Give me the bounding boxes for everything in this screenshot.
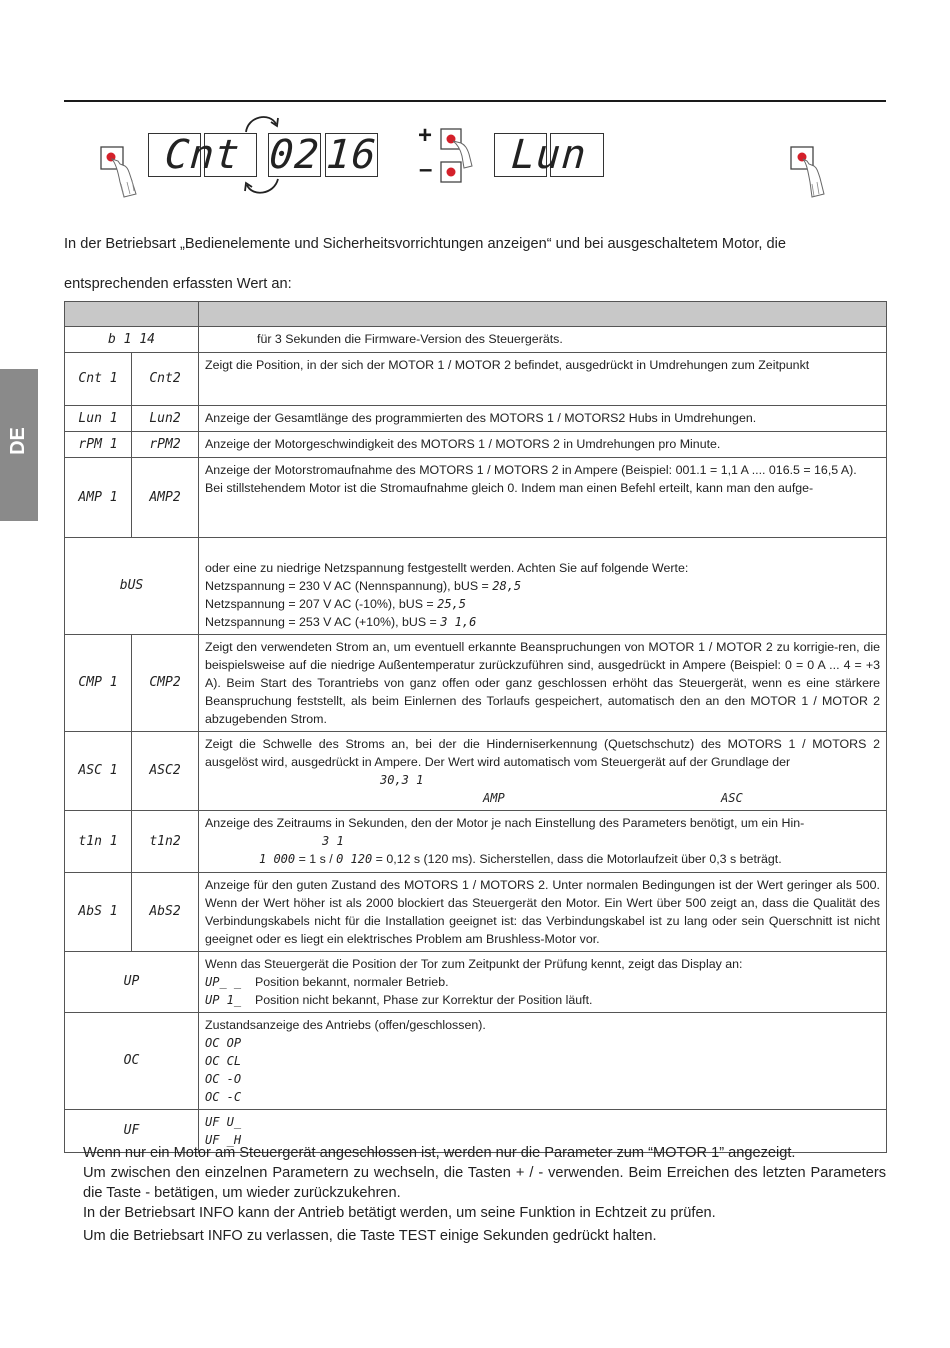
footnotes xyxy=(83,1143,886,1246)
table-row xyxy=(65,952,887,1013)
param-desc-text: = 0,12 s (120 ms). Sicherstellen, dass die Motorlaufzeit über 0,3 s beträgt. xyxy=(372,852,782,866)
lcd-value: ASC xyxy=(721,791,743,805)
footnote: Wenn nur ein Motor am Steuergerät angeschlossen ist, werden nur die Parameter zum “MOTOR 1” angezeigt. xyxy=(83,1145,796,1161)
lcd-value: UP 1_ xyxy=(205,993,242,1007)
param-code: AMP 1 xyxy=(65,458,132,538)
lcd-value: 3 1,6 xyxy=(440,615,477,629)
table-row xyxy=(65,811,887,873)
lcd-display-cnt: Cnt xyxy=(163,132,242,178)
param-desc-line xyxy=(205,991,880,1009)
param-code: b 1 14 xyxy=(65,327,199,353)
param-code: UF xyxy=(65,1110,199,1153)
table-row xyxy=(65,635,887,732)
lcd-value: 3 1 xyxy=(322,834,344,848)
param-desc-line: Bei stillstehendem Motor ist die Stromaufnahme gleich 0. Indem man einen Befehl erteilt, kann man den aufge- xyxy=(205,481,814,495)
param-desc-text: Zeigt die Schwelle des Stroms an, bei der die Hinderniserkennung (Quetschschutz) des MOTORS 1 / MOTORS 2 ausgelöst wird, ausgedrückt in Ampere. Der Wert wird automatisch vom Steuergerät auf der Grundlage der xyxy=(205,737,880,769)
param-code: t1n 1 xyxy=(65,811,132,873)
footnote: Um die Betriebsart INFO zu verlassen, die Taste TEST einige Sekunden gedrückt halten. xyxy=(83,1228,657,1244)
intro-line-1: In der Betriebsart „Bedienelemente und Sicherheitsvorrichtungen anzeigen“ und bei ausgeschaltetem Motor, die xyxy=(64,236,787,252)
table-header-cell xyxy=(65,302,199,327)
param-desc-text: Position bekannt, normaler Betrieb. xyxy=(255,975,449,989)
lcd-value: UF U_ xyxy=(205,1115,242,1129)
table-header-cell xyxy=(199,302,887,327)
param-desc xyxy=(199,458,887,538)
lcd-value: UP_ _ xyxy=(205,975,242,989)
lcd-value: 28,5 xyxy=(492,579,522,593)
param-code: rPM 1 xyxy=(65,432,132,458)
param-desc-text: Netzspannung = 230 V AC (Nennspannung), bUS = xyxy=(205,579,493,593)
param-code: rPM2 xyxy=(132,432,199,458)
param-code: UP xyxy=(65,952,199,1013)
param-desc xyxy=(199,811,887,873)
param-desc-text: = 1 s / xyxy=(295,852,337,866)
rotate-arrow-icon-bottom xyxy=(240,175,284,201)
plus-symbol: + xyxy=(418,122,433,149)
param-desc-line: Wenn das Steuergerät die Position der Tor zum Zeitpunkt der Prüfung kennt, zeigt das Display an: xyxy=(205,957,743,971)
table-row xyxy=(65,406,887,432)
footnote: Um zwischen den einzelnen Parametern zu wechseln, die Tasten + / - verwenden. Beim Erreichen des letzten Parameters die Taste - betätigen, um wieder zurückzukehren. xyxy=(83,1165,886,1201)
param-code: Lun2 xyxy=(132,406,199,432)
table-row xyxy=(65,432,887,458)
lcd-display-value-1: 02 xyxy=(267,132,322,178)
param-desc-line xyxy=(205,771,880,789)
param-code: AMP2 xyxy=(132,458,199,538)
lcd-value: 0 120 xyxy=(336,852,373,866)
param-code: ASC2 xyxy=(132,732,199,811)
finger-press-icon-right xyxy=(786,142,832,210)
param-desc: Anzeige für den guten Zustand des MOTORS 1 / MOTORS 2. Unter normalen Bedingungen ist der Wert geringer als 500. Wenn der Wert höher ist als 2000 blockiert das Steuergerät den Motor. Ein Wert über 500 zeigt an, dass die Qualität des Verbindungskabels nicht für die Installation geeignet ist: das Verbindungskabel ist zu lang oder sein Querschnitt ist nicht geeignet oder es liegt ein elektrisches Problem am Brushless-Motor vor. xyxy=(199,873,887,952)
lcd-value: UF _H xyxy=(205,1133,242,1147)
lcd-value: 1 000 xyxy=(259,852,296,866)
plus-minus-buttons-icon xyxy=(438,126,486,192)
param-desc-line xyxy=(205,789,880,807)
language-tab-label: DE xyxy=(7,427,29,455)
param-desc-text: Anzeige des Zeitraums in Sekunden, den der Motor je nach Einstellung des Parameters benötigt, um ein Hin- xyxy=(205,816,805,830)
param-code: ASC 1 xyxy=(65,732,132,811)
param-desc-text: Netzspannung = 253 V AC (+10%), bUS = xyxy=(205,615,441,629)
param-code: AbS2 xyxy=(132,873,199,952)
param-code: t1n2 xyxy=(132,811,199,873)
lcd-value: OC -C xyxy=(205,1090,242,1104)
param-code: Lun 1 xyxy=(65,406,132,432)
param-desc-line: Anzeige der Motorstromaufnahme des MOTORS 1 / MOTORS 2 in Ampere (Beispiel: 001.1 = 1,1 A .... 016.5 = 16,5 A). xyxy=(205,463,857,477)
lcd-value: AMP xyxy=(483,791,505,805)
param-code: bUS xyxy=(65,538,199,635)
param-desc-line xyxy=(205,595,880,613)
lcd-value: OC -O xyxy=(205,1072,242,1086)
intro-line-2: entsprechenden erfassten Wert an: xyxy=(64,276,292,292)
param-code: Cnt 1 xyxy=(65,353,132,406)
rotate-arrow-icon-top xyxy=(240,108,284,136)
param-desc-line: Zustandsanzeige des Antriebs (offen/geschlossen). xyxy=(205,1018,486,1032)
parameter-table xyxy=(64,301,887,1153)
lcd-value: OC CL xyxy=(205,1054,242,1068)
param-desc-line xyxy=(205,832,880,850)
param-desc: Anzeige der Gesamtlänge des programmierten des MOTORS 1 / MOTORS2 Hubs in Umdrehungen. xyxy=(199,406,887,432)
table-row xyxy=(65,327,887,353)
param-desc: Anzeige der Motorgeschwindigkeit des MOTORS 1 / MOTORS 2 in Umdrehungen pro Minute. xyxy=(199,432,887,458)
lcd-value: OC OP xyxy=(205,1036,242,1050)
param-code: AbS 1 xyxy=(65,873,132,952)
param-desc-line xyxy=(205,850,880,868)
param-desc-line: oder eine zu niedrige Netzspannung festgestellt werden. Achten Sie auf folgende Werte: xyxy=(205,561,689,575)
footnote: In der Betriebsart INFO kann der Antrieb betätigt werden, um seine Funktion in Echtzeit zu prüfen. xyxy=(83,1205,716,1221)
lcd-display-lun: Lun xyxy=(509,132,589,178)
param-code: CMP 1 xyxy=(65,635,132,732)
table-row xyxy=(65,458,887,538)
param-code: Cnt2 xyxy=(132,353,199,406)
param-desc xyxy=(199,952,887,1013)
param-desc-line xyxy=(205,577,880,595)
param-desc: Zeigt die Position, in der sich der MOTOR 1 / MOTOR 2 befindet, ausgedrückt in Umdrehungen zum Zeitpunkt xyxy=(199,353,887,406)
table-row xyxy=(65,1013,887,1110)
param-desc-line xyxy=(205,973,880,991)
language-tab xyxy=(0,369,38,521)
lcd-value: 25,5 xyxy=(437,597,467,611)
top-rule xyxy=(64,100,886,102)
table-header-row xyxy=(65,302,887,327)
minus-symbol: – xyxy=(419,156,433,183)
table-row xyxy=(65,538,887,635)
param-desc xyxy=(199,732,887,811)
finger-press-icon-left xyxy=(98,142,144,210)
table-row xyxy=(65,353,887,406)
table-row xyxy=(65,732,887,811)
param-code: CMP2 xyxy=(132,635,199,732)
param-desc xyxy=(199,538,887,635)
param-desc-text: Position nicht bekannt, Phase zur Korrektur der Position läuft. xyxy=(255,993,593,1007)
param-desc xyxy=(199,1013,887,1110)
lcd-value: 30,3 1 xyxy=(380,773,424,787)
param-desc-line xyxy=(205,613,880,631)
param-code: OC xyxy=(65,1013,199,1110)
param-desc-text: Netzspannung = 207 V AC (-10%), bUS = xyxy=(205,597,438,611)
param-desc: Zeigt den verwendeten Strom an, um eventuell erkannte Beanspruchungen von MOTOR 1 / MOTOR 2 zu korrigie-ren, die beispielsweise auf die niedrige Außentemperatur zurückzuführen sind, ausgedrückt in Ampere (Beispiel: 0 = 0 A ... 4 = +3 A). Beim Start des Torantriebs von ganz offen oder ganz geschlossen erhöht das Steuergerät, wenn es eine stärkere Beanspruchung feststellt, als beim Einlernen des Torlaufs gespeichert, automatisch den an den MOTOR 1 / MOTOR 2 abzugebenden Strom. xyxy=(199,635,887,732)
table-row xyxy=(65,873,887,952)
param-desc: für 3 Sekunden die Firmware-Version des Steuergeräts. xyxy=(199,327,887,353)
lcd-display-value-2: 16 xyxy=(324,132,379,178)
